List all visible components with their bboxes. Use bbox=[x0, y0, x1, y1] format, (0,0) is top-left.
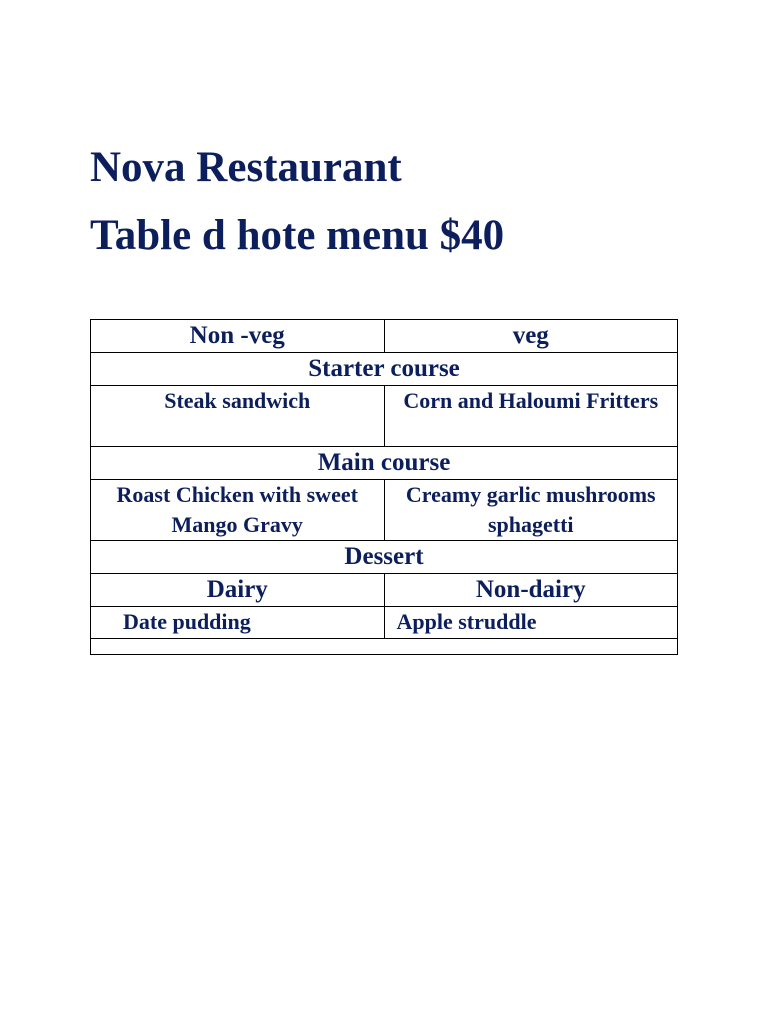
starter-course-label: Starter course bbox=[91, 353, 678, 386]
dessert-label: Dessert bbox=[91, 541, 678, 574]
main-veg-item: Creamy garlic mushrooms sphagetti bbox=[384, 480, 678, 541]
main-section-row bbox=[91, 447, 678, 480]
main-items-row bbox=[91, 480, 678, 541]
dairy-dessert-item: Date pudding bbox=[91, 607, 385, 639]
non-dairy-dessert-item: Apple struddle bbox=[384, 607, 678, 639]
restaurant-name: Nova Restaurant bbox=[90, 144, 402, 191]
starter-non-veg-item: Steak sandwich bbox=[91, 386, 385, 447]
starter-veg-item: Corn and Haloumi Fritters bbox=[384, 386, 678, 447]
header-row bbox=[91, 320, 678, 353]
main-non-veg-item: Roast Chicken with sweet Mango Gravy bbox=[91, 480, 385, 541]
main-course-label: Main course bbox=[91, 447, 678, 480]
menu-table bbox=[90, 319, 678, 655]
non-veg-header: Non -veg bbox=[91, 320, 385, 353]
empty-row bbox=[91, 639, 678, 655]
empty-cell bbox=[91, 639, 678, 655]
starter-items-row bbox=[91, 386, 678, 447]
menu-title: Table d hote menu $40 bbox=[90, 212, 505, 259]
dessert-items-row bbox=[91, 607, 678, 639]
starter-section-row bbox=[91, 353, 678, 386]
dessert-header-row bbox=[91, 574, 678, 607]
dairy-header: Dairy bbox=[91, 574, 385, 607]
veg-header: veg bbox=[384, 320, 678, 353]
dessert-section-row bbox=[91, 541, 678, 574]
non-dairy-header: Non-dairy bbox=[384, 574, 678, 607]
